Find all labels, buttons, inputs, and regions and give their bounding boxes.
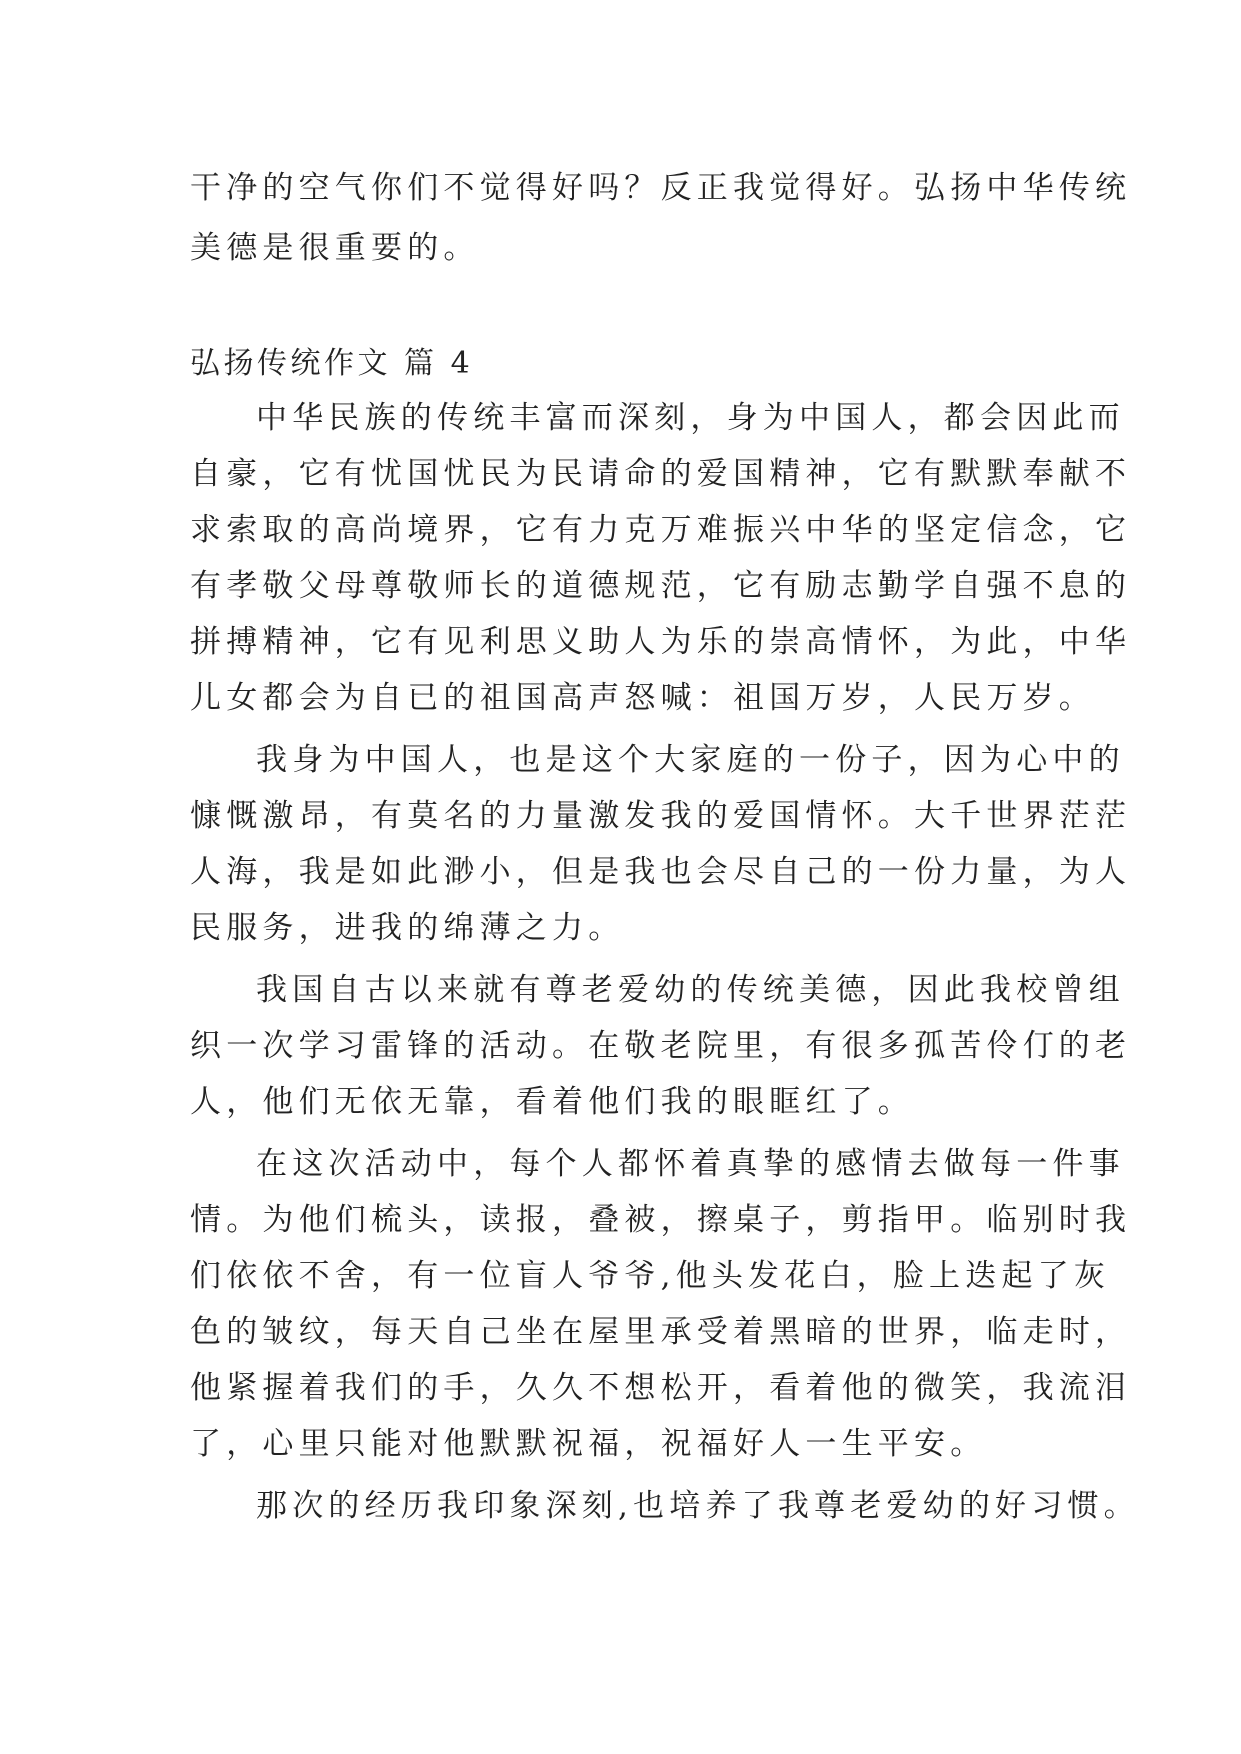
paragraph-line: 求索取的高尚境界，它有力克万难振兴中华的坚定信念，它 [190, 512, 1132, 548]
paragraph-line: 拼搏精神，它有见利思义助人为乐的崇高情怀，为此，中华 [190, 624, 1132, 660]
paragraph-line: 儿女都会为自已的祖国高声怒喊：祖国万岁，人民万岁。 [190, 680, 1095, 716]
paragraph-line: 情。为他们梳头，读报，叠被，擦桌子，剪指甲。临别时我 [190, 1202, 1132, 1238]
paragraph-line: 干净的空气你们不觉得好吗？反正我觉得好。弘扬中华传统 [190, 170, 1132, 206]
paragraph-line: 自豪，它有忧国忧民为民请命的爱国精神，它有默默奉献不 [190, 456, 1132, 492]
paragraph-line: 那次的经历我印象深刻,也培养了我尊老爱幼的好习惯。 [256, 1488, 1140, 1524]
paragraph-line: 慷慨激昂，有莫名的力量激发我的爱国情怀。大千世界茫茫 [190, 798, 1132, 834]
paragraph-line: 有孝敬父母尊敬师长的道德规范，它有励志勤学自强不息的 [190, 568, 1132, 604]
paragraph-line: 了，心里只能对他默默祝福，祝福好人一生平安。 [190, 1426, 987, 1462]
paragraph-line: 中华民族的传统丰富而深刻，身为中国人，都会因此而 [256, 400, 1125, 436]
section-title: 弘扬传统作文 篇 4 [190, 346, 474, 381]
paragraph-line: 在这次活动中，每个人都怀着真挚的感情去做每一件事 [256, 1146, 1125, 1182]
paragraph-line: 他紧握着我们的手，久久不想松开，看着他的微笑，我流泪 [190, 1370, 1132, 1406]
paragraph-line: 人，他们无依无靠，看着他们我的眼眶红了。 [190, 1084, 914, 1120]
paragraph-line: 色的皱纹，每天自己坐在屋里承受着黑暗的世界，临走时， [190, 1314, 1132, 1350]
paragraph-line: 美德是很重要的。 [190, 230, 480, 266]
paragraph-line: 我国自古以来就有尊老爱幼的传统美德，因此我校曾组 [256, 972, 1125, 1008]
paragraph-line: 们依依不舍，有一位盲人爷爷,他头发花白，脸上迭起了灰 [190, 1258, 1111, 1294]
paragraph-line: 织一次学习雷锋的活动。在敬老院里，有很多孤苦伶仃的老 [190, 1028, 1132, 1064]
paragraph-line: 民服务，进我的绵薄之力。 [190, 910, 625, 946]
paragraph-line: 人海，我是如此渺小，但是我也会尽自己的一份力量，为人 [190, 854, 1132, 890]
paragraph-line: 我身为中国人，也是这个大家庭的一份子，因为心中的 [256, 742, 1125, 778]
